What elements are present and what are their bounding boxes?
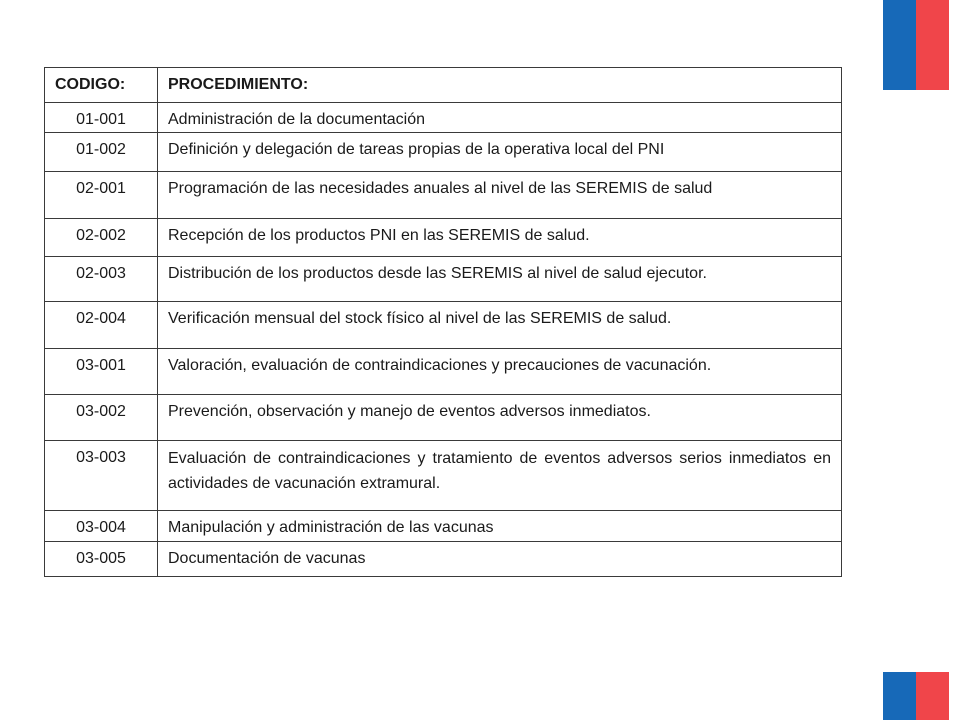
table-row bbox=[45, 511, 842, 542]
row-procedure: Prevención, observación y manejo de eventos adversos inmediatos. bbox=[158, 395, 842, 441]
row-code: 02-004 bbox=[45, 302, 158, 349]
row-code: 01-002 bbox=[45, 133, 158, 172]
row-procedure: Programación de las necesidades anuales al nivel de las SEREMIS de salud bbox=[158, 172, 842, 219]
flag-stripe-bottom bbox=[883, 672, 949, 720]
flag-blue-stripe bbox=[883, 672, 916, 720]
row-procedure: Definición y delegación de tareas propias de la operativa local del PNI bbox=[158, 133, 842, 172]
table-row bbox=[45, 542, 842, 577]
row-procedure: Manipulación y administración de las vacunas bbox=[158, 511, 842, 542]
flag-red-stripe bbox=[916, 672, 949, 720]
table-header-row bbox=[45, 68, 842, 103]
row-code: 03-004 bbox=[45, 511, 158, 542]
row-procedure: Administración de la documentación bbox=[158, 103, 842, 133]
table-row bbox=[45, 395, 842, 441]
row-code: 02-003 bbox=[45, 257, 158, 302]
procedures-table bbox=[44, 67, 842, 577]
row-code: 02-002 bbox=[45, 219, 158, 257]
header-procedure: PROCEDIMIENTO: bbox=[158, 68, 842, 103]
row-procedure: Valoración, evaluación de contraindicaciones y precauciones de vacunación. bbox=[158, 349, 842, 395]
row-code: 03-001 bbox=[45, 349, 158, 395]
row-code: 03-002 bbox=[45, 395, 158, 441]
flag-blue-stripe bbox=[883, 0, 916, 90]
table-row bbox=[45, 172, 842, 219]
row-code: 01-001 bbox=[45, 103, 158, 133]
table-row bbox=[45, 302, 842, 349]
row-procedure: Documentación de vacunas bbox=[158, 542, 842, 577]
table-row bbox=[45, 133, 842, 172]
table-row bbox=[45, 103, 842, 133]
row-procedure: Distribución de los productos desde las SEREMIS al nivel de salud ejecutor. bbox=[158, 257, 842, 302]
table-row bbox=[45, 219, 842, 257]
header-code: CODIGO: bbox=[45, 68, 158, 103]
table-row bbox=[45, 257, 842, 302]
flag-stripe-top bbox=[883, 0, 949, 90]
table-row bbox=[45, 349, 842, 395]
row-procedure: Evaluación de contraindicaciones y tratamiento de eventos adversos serios inmediatos en actividades de vacunación extramural. bbox=[158, 441, 842, 511]
row-procedure: Recepción de los productos PNI en las SEREMIS de salud. bbox=[158, 219, 842, 257]
flag-red-stripe bbox=[916, 0, 949, 90]
row-code: 02-001 bbox=[45, 172, 158, 219]
row-procedure: Verificación mensual del stock físico al nivel de las SEREMIS de salud. bbox=[158, 302, 842, 349]
row-code: 03-005 bbox=[45, 542, 158, 577]
row-code: 03-003 bbox=[45, 441, 158, 511]
table-row bbox=[45, 441, 842, 511]
